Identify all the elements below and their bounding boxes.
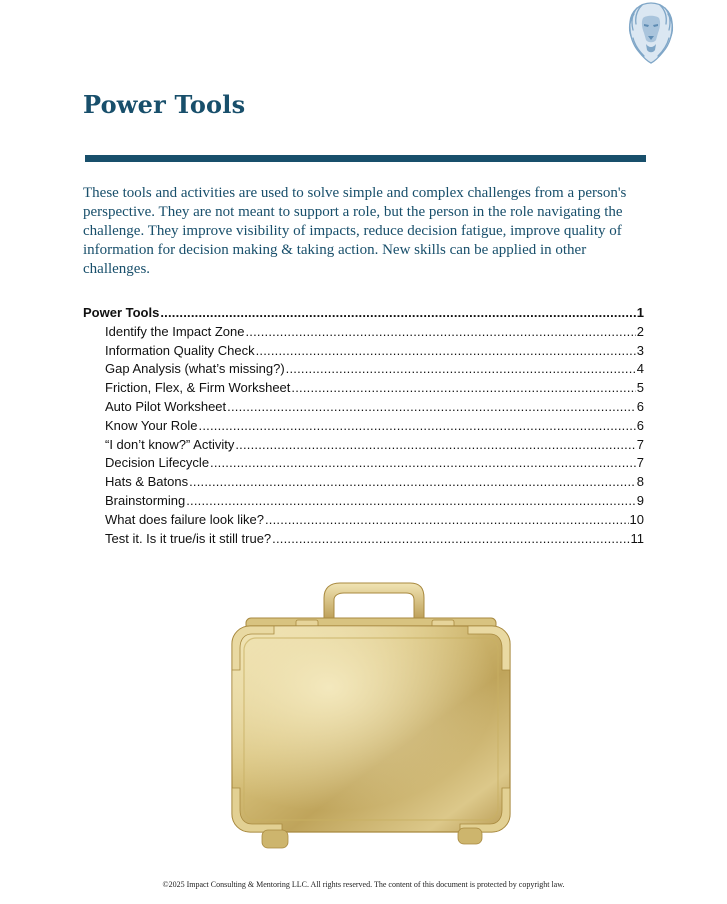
toc-leader-dots bbox=[186, 492, 636, 511]
toc-page-number: 3 bbox=[636, 342, 644, 358]
gold-briefcase-image bbox=[226, 578, 516, 853]
toc-entry[interactable] bbox=[83, 398, 644, 417]
toc-entry-label: Power Tools bbox=[83, 305, 160, 320]
toc-leader-dots bbox=[265, 511, 629, 530]
toc-leader-dots bbox=[199, 417, 636, 436]
toc-page-number: 11 bbox=[630, 530, 644, 546]
toc-page-number: 6 bbox=[636, 417, 644, 433]
toc-page-number: 6 bbox=[636, 398, 644, 414]
toc-leader-dots bbox=[291, 379, 635, 398]
toc-leader-dots bbox=[189, 473, 636, 492]
toc-leader-dots bbox=[256, 342, 636, 361]
toc-leader-dots bbox=[272, 530, 629, 549]
toc-entry[interactable] bbox=[83, 530, 644, 549]
toc-leader-dots bbox=[235, 436, 635, 455]
toc-page-number: 8 bbox=[636, 474, 644, 490]
toc-entry-label: Auto Pilot Worksheet bbox=[105, 398, 227, 414]
toc-entry[interactable] bbox=[83, 436, 644, 455]
toc-entry-label: Identify the Impact Zone bbox=[105, 323, 245, 339]
table-of-contents bbox=[83, 304, 644, 548]
title-divider bbox=[85, 155, 646, 162]
toc-entry-label: “I don’t know?” Activity bbox=[105, 436, 235, 452]
toc-entry[interactable] bbox=[83, 360, 644, 379]
toc-page-number: 4 bbox=[636, 361, 644, 377]
toc-leader-dots bbox=[286, 360, 636, 379]
toc-entry-label: Know Your Role bbox=[105, 417, 198, 433]
toc-main-entry[interactable] bbox=[83, 304, 644, 323]
toc-leader-dots bbox=[245, 323, 635, 342]
toc-entry-label: What does failure look like? bbox=[105, 511, 264, 527]
toc-page-number: 5 bbox=[636, 380, 644, 396]
toc-entry[interactable] bbox=[83, 323, 644, 342]
toc-entry-label: Brainstorming bbox=[105, 492, 186, 508]
toc-entry[interactable] bbox=[83, 417, 644, 436]
lion-head-logo-icon bbox=[622, 0, 680, 64]
toc-entry-label: Gap Analysis (what’s missing?) bbox=[105, 361, 285, 377]
intro-paragraph: These tools and activities are used to solve simple and complex challenges from a person's perspective. They are not meant to support a role, but the person in the role navigating the challenge. They improve visibility of impacts, reduce decision fatigue, improve quality of information for decision making & taking action. New skills can be applied in other challenges. bbox=[83, 185, 627, 277]
toc-page-number: 1 bbox=[636, 305, 644, 320]
toc-entry[interactable] bbox=[83, 454, 644, 473]
toc-entry-label: Information Quality Check bbox=[105, 342, 255, 358]
toc-entry-label: Friction, Flex, & Firm Worksheet bbox=[105, 380, 291, 396]
toc-entry[interactable] bbox=[83, 342, 644, 361]
copyright-footer: ©2025 Impact Consulting & Mentoring LLC. All rights reserved. The content of this document is protected by copyright law. bbox=[162, 880, 565, 889]
toc-page-number: 2 bbox=[636, 323, 644, 339]
toc-entry-label: Test it. Is it true/is it still true? bbox=[105, 530, 272, 546]
toc-leader-dots bbox=[227, 398, 636, 417]
toc-entry-label: Hats & Batons bbox=[105, 474, 189, 490]
page-title: Power Tools bbox=[83, 90, 246, 119]
toc-page-number: 10 bbox=[629, 511, 644, 527]
toc-page-number: 9 bbox=[636, 492, 644, 508]
toc-leader-dots bbox=[160, 304, 635, 323]
toc-page-number: 7 bbox=[636, 455, 644, 471]
toc-leader-dots bbox=[210, 454, 636, 473]
toc-entry[interactable] bbox=[83, 492, 644, 511]
toc-entry[interactable] bbox=[83, 379, 644, 398]
toc-entry[interactable] bbox=[83, 473, 644, 492]
toc-page-number: 7 bbox=[636, 436, 644, 452]
toc-entry-label: Decision Lifecycle bbox=[105, 455, 210, 471]
toc-entry[interactable] bbox=[83, 511, 644, 530]
